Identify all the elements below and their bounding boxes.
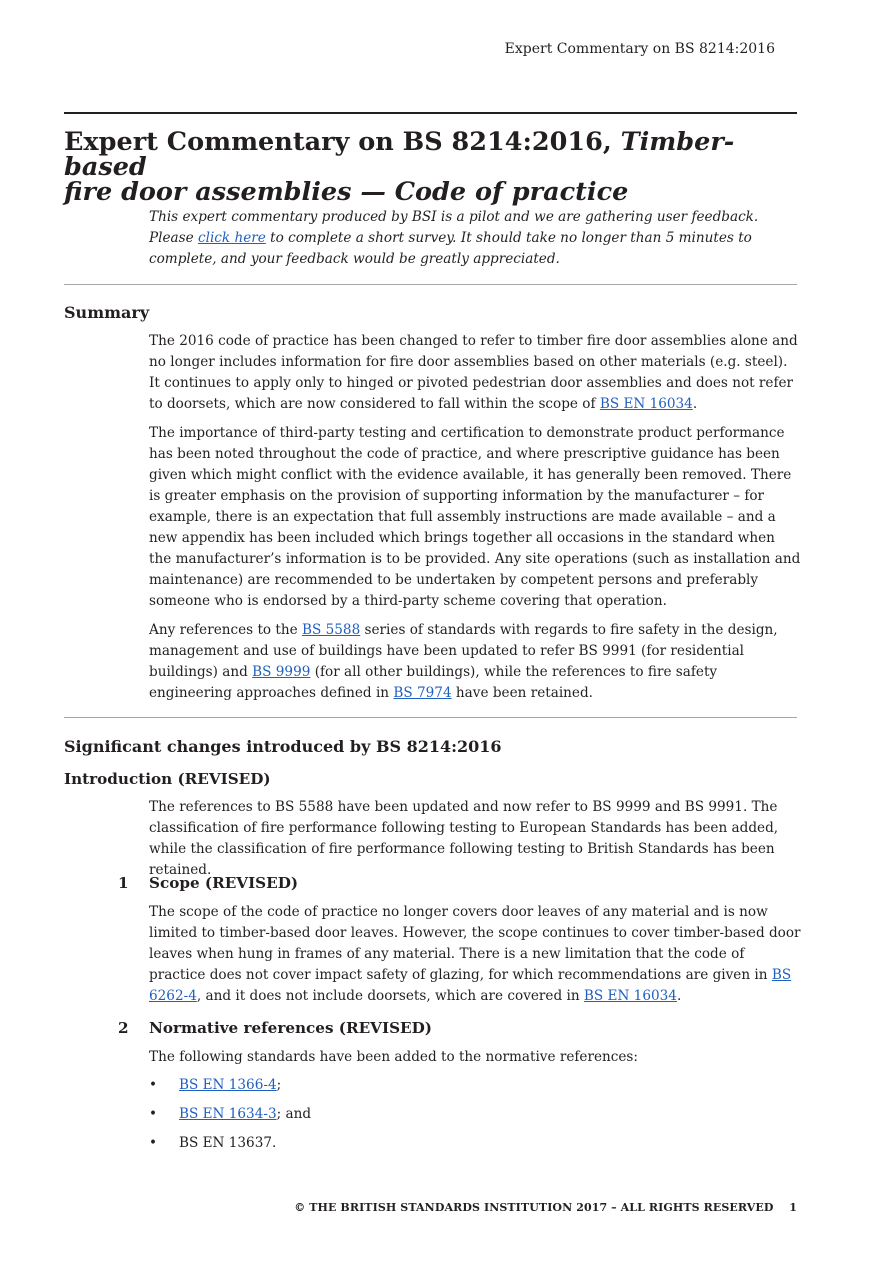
- page-number: 1: [789, 1201, 797, 1214]
- pilot-notice-line1: This expert commentary produced by BSI is a pilot and we are gathering user feedback.: [149, 209, 759, 225]
- scope-number: 1: [118, 874, 129, 892]
- link-bs-5588[interactable]: BS 5588: [302, 622, 361, 638]
- title-plain: Expert Commentary on BS 8214:2016,: [64, 127, 621, 157]
- copyright-notice: © THE BRITISH STANDARDS INSTITUTION 2017 – ALL RIGHTS RESERVED: [294, 1201, 774, 1214]
- page-footer: [294, 1201, 797, 1214]
- summary-paragraph-3: Any references to the BS 5588 series of standards with regards to fire safety in the design, management and use of buildings have been updated to refer BS 9991 (for residential buildings) and BS 9999 (for all other buildings), while the references to fire safety engineering approaches defined in BS 7974 have been retained.: [149, 622, 778, 701]
- title-italic-2: fire door assemblies — Code of practice: [64, 177, 629, 207]
- bullet-marker: •: [149, 1077, 158, 1093]
- list-item: BS EN 13637.: [179, 1135, 277, 1151]
- link-bs-en-16034-scope[interactable]: BS EN 16034: [583, 988, 677, 1004]
- pilot-notice: This expert commentary produced by BSI is a pilot and we are gathering user feedback. Please click here to complete a short survey. It should take no longer than 5 minutes to complete, and your feedback would be greatly appreciated.: [149, 209, 759, 267]
- bullet-marker: •: [149, 1106, 158, 1122]
- divider: [64, 717, 797, 718]
- title-italic-1: Timber-based: [64, 127, 735, 182]
- changes-heading: Significant changes introduced by BS 8214:2016: [64, 737, 502, 756]
- survey-link[interactable]: click here: [198, 230, 266, 246]
- running-header: Expert Commentary on BS 8214:2016: [504, 41, 775, 57]
- title-rule: [64, 112, 797, 114]
- link-bs-en-16034[interactable]: BS EN 16034: [599, 396, 693, 412]
- list-item: BS EN 1634-3; and: [179, 1106, 312, 1122]
- normative-heading: Normative references (REVISED): [149, 1019, 432, 1037]
- list-item: BS EN 1366-4;: [179, 1077, 282, 1093]
- introduction-heading: Introduction (REVISED): [64, 770, 271, 788]
- summary-paragraph-1: The 2016 code of practice has been changed to refer to timber fire door assemblies alone and no longer includes information for fire door assemblies based on other materials (e.g. steel). It continues to apply only to hinged or pivoted pedestrian door assemblies and does not refer to doorsets, which are now considered to fall within the scope of BS EN 16034.: [149, 333, 798, 412]
- summary-heading: Summary: [64, 303, 150, 322]
- normative-number: 2: [118, 1019, 129, 1037]
- link-bs-6262-4[interactable]: BS 6262-4: [149, 967, 792, 1004]
- scope-heading: Scope (REVISED): [149, 874, 299, 892]
- document-title: [64, 127, 797, 207]
- normative-text: The following standards have been added to the normative references:: [149, 1049, 638, 1065]
- divider: [64, 284, 797, 285]
- scope-text: The scope of the code of practice no longer covers door leaves of any material and is now limited to timber-based door leaves. However, the scope continues to cover timber-based door leaves when hung in frames of any material. There is a new limitation that the code of practice does not cover impact safety of glazing, for which recommendations are given in BS 6262-4, and it does not include doorsets, which are covered in BS EN 16034.: [149, 904, 801, 1004]
- link-bs-9999[interactable]: BS 9999: [252, 664, 311, 680]
- link-bs-en-1634-3[interactable]: BS EN 1634-3: [179, 1106, 277, 1122]
- bullet-marker: •: [149, 1135, 158, 1151]
- introduction-text: The references to BS 5588 have been updated and now refer to BS 9999 and BS 9991. The classification of fire performance following testing to European Standards has been added, while the classification of fire performance following testing to British Standards has been retained.: [149, 799, 779, 878]
- link-bs-en-1366-4[interactable]: BS EN 1366-4: [179, 1077, 277, 1093]
- link-bs-7974[interactable]: BS 7974: [393, 685, 452, 701]
- summary-paragraph-2: The importance of third-party testing and certification to demonstrate product performance has been noted throughout the code of practice, and where prescriptive guidance has been given which might conflict with the evidence available, it has generally been removed. There is greater emphasis on the provision of supporting information by the manufacturer – for example, there is an expectation that full assembly instructions are made available – and a new appendix has been included which brings together all occasions in the standard when the manufacturer’s information is to be provided. Any site operations (such as installation and maintenance) are recommended to be undertaken by competent persons and preferably someone who is endorsed by a third-party scheme covering that operation.: [149, 425, 801, 609]
